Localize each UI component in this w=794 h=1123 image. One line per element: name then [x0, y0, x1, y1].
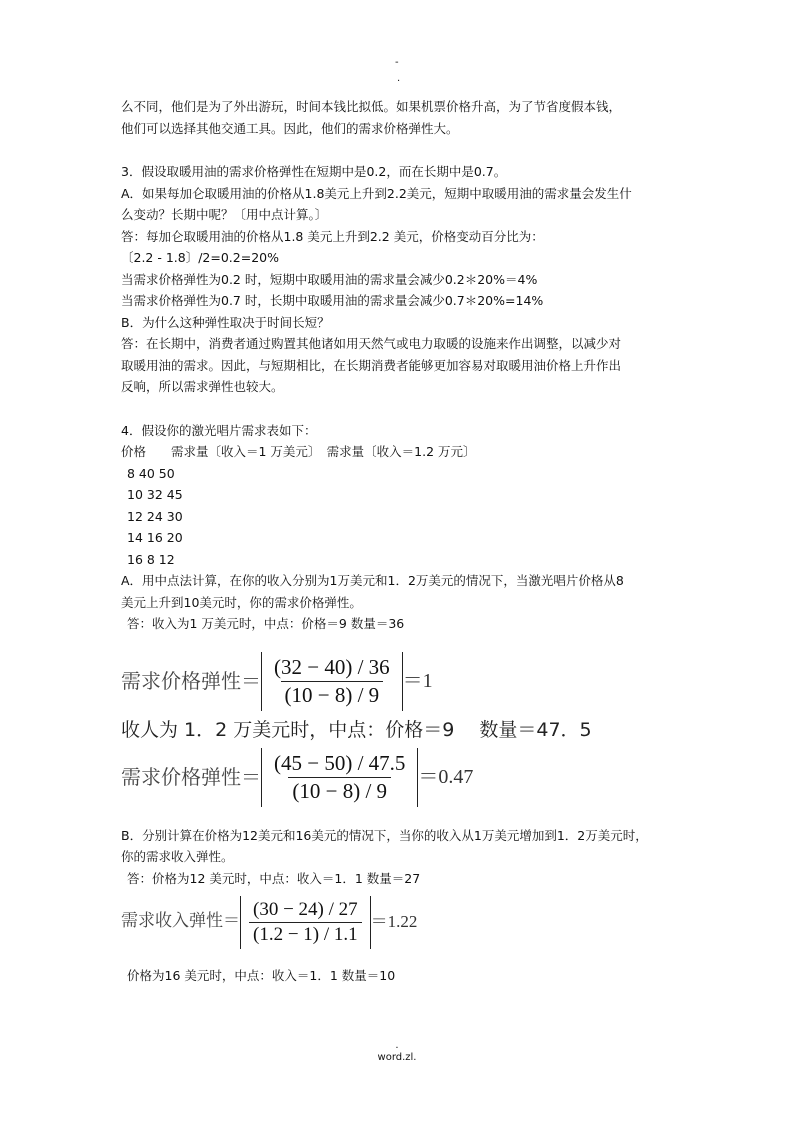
- question-4-title: 4．假设你的激光唱片需求表如下：: [121, 422, 317, 438]
- fraction-denominator: (10 − 8) / 9: [281, 681, 384, 709]
- header-dot: .: [397, 73, 401, 84]
- question-4a-line: 美元上升到10美元时，你的需求价格弹性。: [121, 594, 362, 610]
- fraction-denominator: (1.2 − 1) / 1.1: [249, 922, 362, 947]
- fraction-denominator: (10 − 8) / 9: [288, 777, 391, 805]
- formula-result: ＝0.47: [418, 765, 474, 788]
- demand-table-row: 8 40 50: [127, 465, 175, 481]
- fraction: [270, 654, 394, 709]
- price-elasticity-formula-2: [121, 745, 681, 811]
- demand-table-row: 14 16 20: [127, 530, 183, 545]
- document-body: [121, 96, 681, 987]
- formula-result: ＝1: [402, 669, 433, 692]
- question-4b-line: B．分别计算在价格为12美元和16美元的情况下，当你的收入从1万美元增加到1．2万美元时，: [121, 827, 648, 843]
- answer-4a-midpoint-line: 收人为 1．2 万美元时，中点：价格＝9 数量＝47．5: [121, 718, 592, 741]
- fraction: [249, 898, 362, 947]
- demand-table-row: 16 8 12: [127, 551, 175, 567]
- income-elasticity-formula: [121, 891, 681, 953]
- page-footer: [0, 1040, 794, 1064]
- fraction-numerator: (32 − 40) / 36: [274, 655, 390, 679]
- question-3-title: 3．假设取暖用油的需求价格弹性在短期中是0.2，而在长期中是0.7。: [121, 164, 507, 179]
- question-3a-line: A．如果每加仑取暖用油的价格从1.8美元上升到2.2美元，短期中取暖用油的需求量会发生什: [121, 185, 632, 201]
- answer-3b-line: 答：在长期中，消费者通过购置其他诸如用天然气或电力取暖的设施来作出调整，以减少对: [121, 336, 622, 351]
- question-4a-line: A．用中点法计算，在你的收入分别为1万美元和1．2万美元的情况下，当激光唱片价格从8: [121, 573, 624, 588]
- footer-dot: .: [395, 1040, 399, 1051]
- answer-3a-line: 当需求价格弹性为0.2 时，短期中取暖用油的需求量会减少0.2＊20%＝4%: [121, 271, 538, 287]
- question-3b-line: B．为什么这种弹性取决于时间长短？: [121, 314, 330, 330]
- fraction-numerator: (30 − 24) / 27: [253, 898, 358, 920]
- paragraph-line: 他们可以选择其他交通工具。因此，他们的需求价格弹性大。: [121, 120, 459, 136]
- absolute-value-bars: [261, 748, 418, 807]
- answer-4b-line: 价格为16 美元时，中点：收入＝1．1 数量＝10: [127, 968, 396, 983]
- demand-table-row: 10 32 45: [127, 487, 183, 502]
- formula-result: ＝1.22: [370, 912, 418, 932]
- price-elasticity-formula-1: [121, 649, 681, 715]
- answer-4b-line: 答：价格为12 美元时，中点：收入＝1．1 数量＝27: [127, 870, 421, 886]
- question-4b-line: 你的需求收入弹性。: [121, 849, 234, 864]
- demand-table-row: 12 24 30: [127, 508, 183, 524]
- answer-3b-line: 反响，所以需求弹性也较大。: [121, 379, 284, 394]
- fraction: [270, 750, 409, 805]
- answer-3a-line: 答：每加仑取暖用油的价格从1.8 美元上升到2.2 美元，价格变动百分比为：: [121, 228, 544, 244]
- paragraph-line: 么不同，他们是为了外出游玩，时间本钱比拟低。如果机票价格升高，为了节省度假本钱，: [121, 99, 622, 114]
- absolute-value-bars: [261, 652, 403, 711]
- demand-table-header: 价格 需求量〔收入＝1 万美元〕 需求量〔收入＝1.2 万元〕: [121, 444, 476, 459]
- formula-label: 需求收入弹性＝: [121, 911, 240, 932]
- formula-label: 需求价格弹性＝: [121, 764, 261, 789]
- answer-3a-line: 当需求价格弹性为0.7 时，长期中取暖用油的需求量会减少0.7＊20%=14%: [121, 293, 544, 308]
- answer-3b-line: 取暖用油的需求。因此，与短期相比，在长期消费者能够更加容易对取暖用油价格上升作出: [121, 357, 622, 373]
- answer-3a-line: 〔2.2 - 1.8〕/2=0.2=20%: [121, 250, 279, 265]
- answer-4a-line: 答：收入为1 万美元时，中点：价格＝9 数量＝36: [127, 616, 405, 631]
- header-dash: -: [395, 57, 399, 68]
- question-3a-line: 么变动？长期中呢？〔用中点计算。〕: [121, 207, 328, 222]
- fraction-numerator: (45 − 50) / 47.5: [274, 751, 406, 775]
- absolute-value-bars: [240, 896, 371, 949]
- footer-text: word.zl.: [377, 1052, 417, 1063]
- formula-label: 需求价格弹性＝: [121, 668, 261, 693]
